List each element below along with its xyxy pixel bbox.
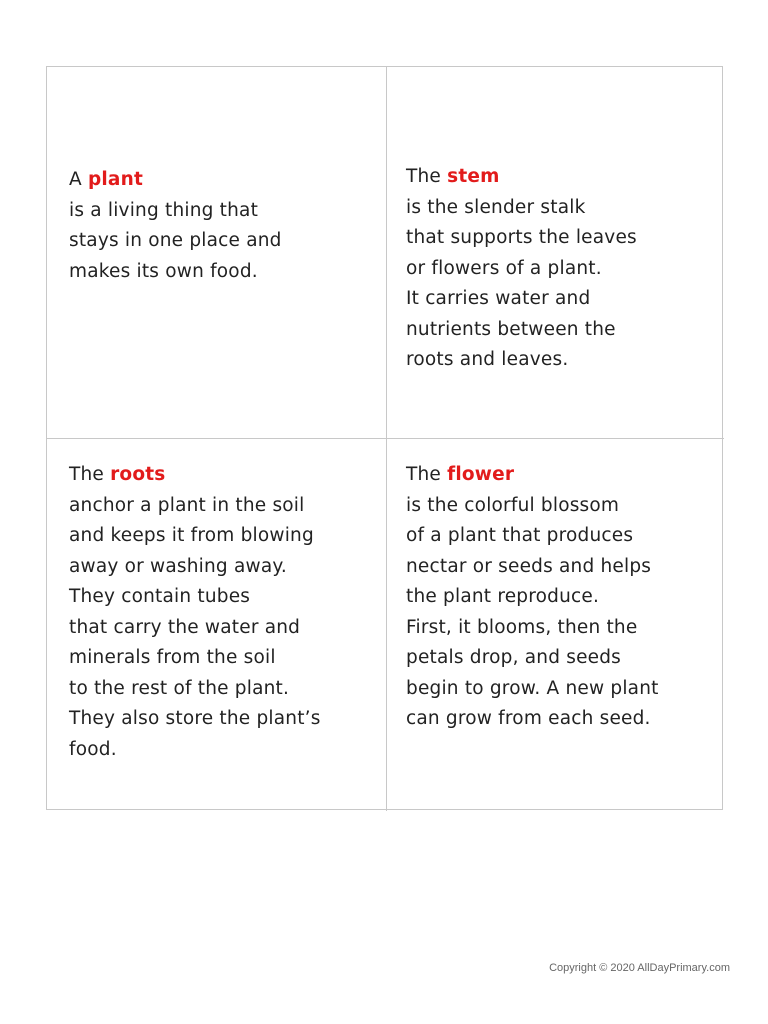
card-line: can grow from each seed. [406,708,651,729]
card-line: that supports the leaves [406,227,637,248]
card-text [69,165,376,287]
card-intro: A [69,169,82,190]
card-line: roots and leaves. [406,349,569,370]
card-line: minerals from the soil [69,647,276,668]
copyright-notice: Copyright © 2020 AllDayPrimary.com [549,962,730,974]
card-line: to the rest of the plant. [69,677,290,699]
card-line: that carry the water and [69,616,301,638]
card-stem [387,67,724,439]
card-line: nectar or seeds and helps [406,555,652,577]
card-line: of a plant that produces [406,525,634,546]
card-intro: The [69,464,105,485]
card-heading [406,162,714,193]
card-line: away or washing away. [69,555,287,577]
card-heading [69,460,376,491]
card-text [406,460,714,735]
card-term: stem [447,166,500,187]
card-term: flower [447,464,515,485]
card-line: is a living thing that [69,199,259,221]
card-line: and keeps it from blowing [69,525,314,546]
card-line: or flowers of a plant. [406,257,602,279]
card-line: the plant reproduce. [406,586,600,607]
card-line: First, it blooms, then the [406,616,638,638]
card-flower [387,439,724,811]
vocabulary-card-grid [46,66,723,810]
card-heading [406,460,714,491]
card-heading [69,165,376,196]
card-line: is the colorful blossom [406,494,620,516]
card-line: begin to grow. A new plant [406,677,659,699]
card-intro: The [406,166,442,187]
card-text [69,460,376,765]
card-text [406,162,714,376]
card-line: They also store the plant’s [69,708,321,729]
card-line: is the slender stalk [406,196,586,218]
card-line: They contain tubes [69,586,251,607]
card-roots [47,439,387,811]
card-term: plant [87,169,144,190]
card-line: nutrients between the [406,318,616,340]
card-line: anchor a plant in the soil [69,494,305,516]
card-line: makes its own food. [69,260,258,282]
card-intro: The [406,464,442,485]
card-term: roots [110,464,166,485]
card-line: It carries water and [406,288,591,309]
card-line: stays in one place and [69,230,282,251]
card-line: petals drop, and seeds [406,647,622,668]
card-line: food. [69,738,117,760]
card-plant [47,67,387,439]
